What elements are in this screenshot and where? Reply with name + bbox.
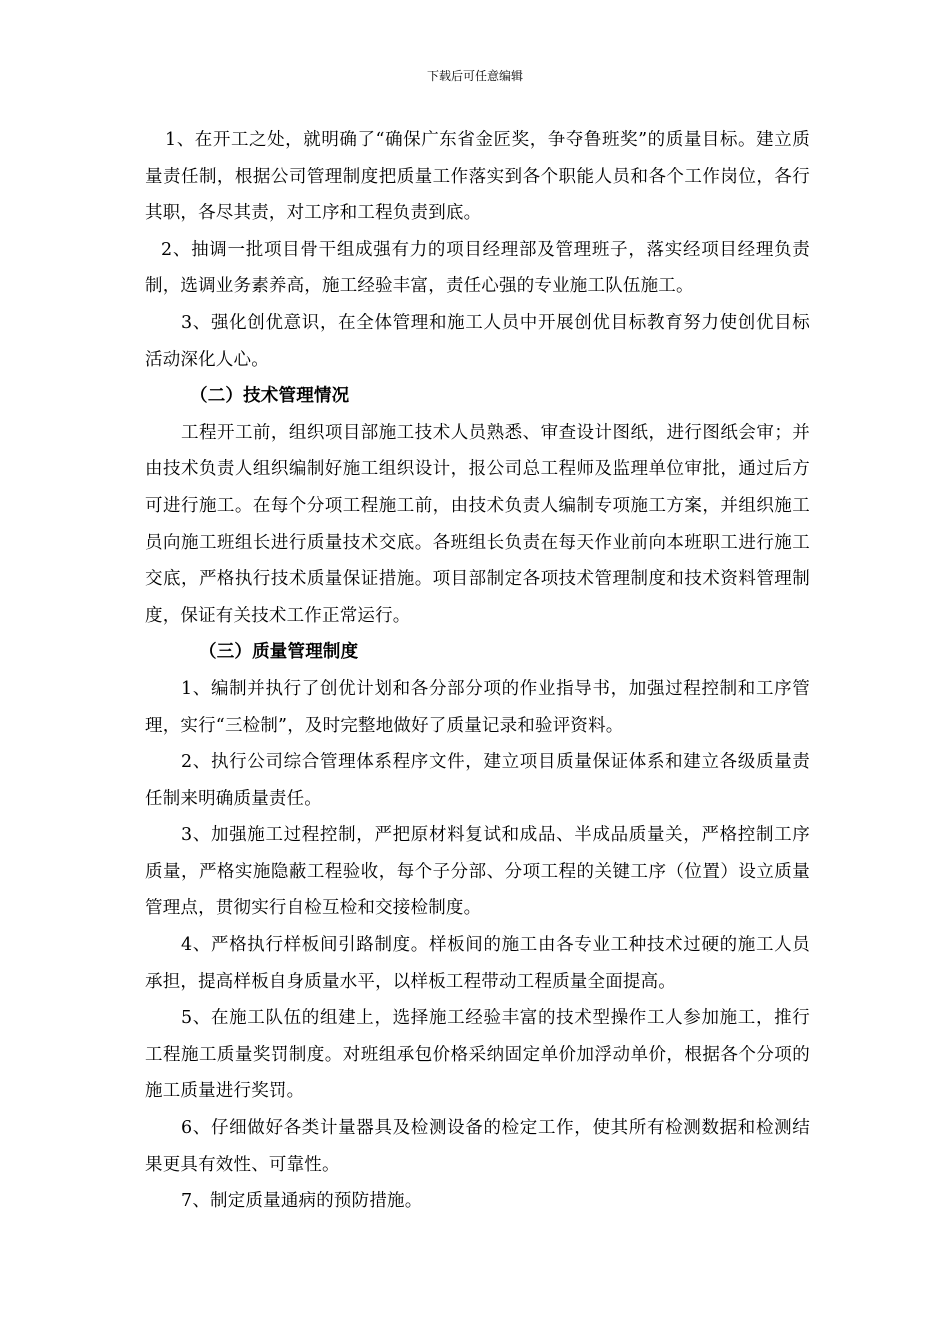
- paragraph-quality-item-4: 4、严格执行样板间引路制度。样板间的施工由各专业工种技术过硬的施工人员承担，提高样板自身质量水平，以样板工程带动工程质量全面提高。: [145, 935, 810, 992]
- paragraph-excellence-awareness: 3、强化创优意识，在全体管理和施工人员中开展创优目标教育努力使创优目标活动深化人心。: [145, 312, 810, 370]
- paragraph-quality-item-7: 7、制定质量通病的预防措施。: [181, 1191, 423, 1212]
- paragraph-quality-item-3: 3、加强施工过程控制，严把原材料复试和成品、半成品质量关，严格控制工序质量，严格实施隐蔽工程验收，每个子分部、分项工程的关键工序（位置）设立质量管理点，贯彻实行自检互检和交接检制度。: [145, 825, 810, 919]
- paragraph-quality-item-5: 5、在施工队伍的组建上，选择施工经验丰富的技术型操作工人参加施工，推行工程施工质量奖罚制度。对班组承包价格采纳固定单价加浮动单价，根据各个分项的施工质量进行奖罚。: [145, 1008, 810, 1102]
- paragraph-quality-item-6: 6、仔细做好各类计量器具及检测设备的检定工作，使其所有检测数据和检测结果更具有效性、可靠性。: [145, 1118, 810, 1175]
- paragraph-quality-goal: 1、在开工之处，就明确了“确保广东省金匠奖，争夺鲁班奖”的质量目标。建立质量责任制，根据公司管理制度把质量工作落实到各个职能人员和各个工作岗位，各行其职，各尽其责，对工序和工程负责到底。: [145, 130, 810, 224]
- document-body: [145, 122, 810, 1220]
- paragraph-quality-item-1: 1、编制并执行了创优计划和各分部分项的作业指导书，加强过程控制和工序管理，实行“三检制”，及时完整地做好了质量记录和验评资料。: [145, 678, 810, 736]
- paragraph-technical-management: 工程开工前，组织项目部施工技术人员熟悉、审查设计图纸，进行图纸会审；并由技术负责人组织编制好施工组织设计，报公司总工程师及监理单位审批，通过后方可进行施工。在每个分项工程施工前，由技术负责人编制专项施工方案，并组织施工员向施工班组长进行质量技术交底。各班组长负责在每天作业前向本班职工进行施工交底，严格执行技术质量保证措施。项目部制定各项技术管理制度和技术资料管理制度，保证有关技术工作正常运行。: [145, 422, 810, 626]
- section-heading-technical-management: （二）技术管理情况: [190, 386, 350, 407]
- section-heading-quality-system: （三）质量管理制度: [199, 642, 359, 663]
- paragraph-project-team: 2、抽调一批项目骨干组成强有力的项目经理部及管理班子，落实经项目经理负责制，选调业务素养高，施工经验丰富，责任心强的专业施工队伍施工。: [145, 239, 810, 297]
- paragraph-quality-item-2: 2、执行公司综合管理体系程序文件，建立项目质量保证体系和建立各级质量责任制来明确质量责任。: [145, 752, 810, 809]
- page-header: 下载后可任意编辑: [426, 69, 523, 83]
